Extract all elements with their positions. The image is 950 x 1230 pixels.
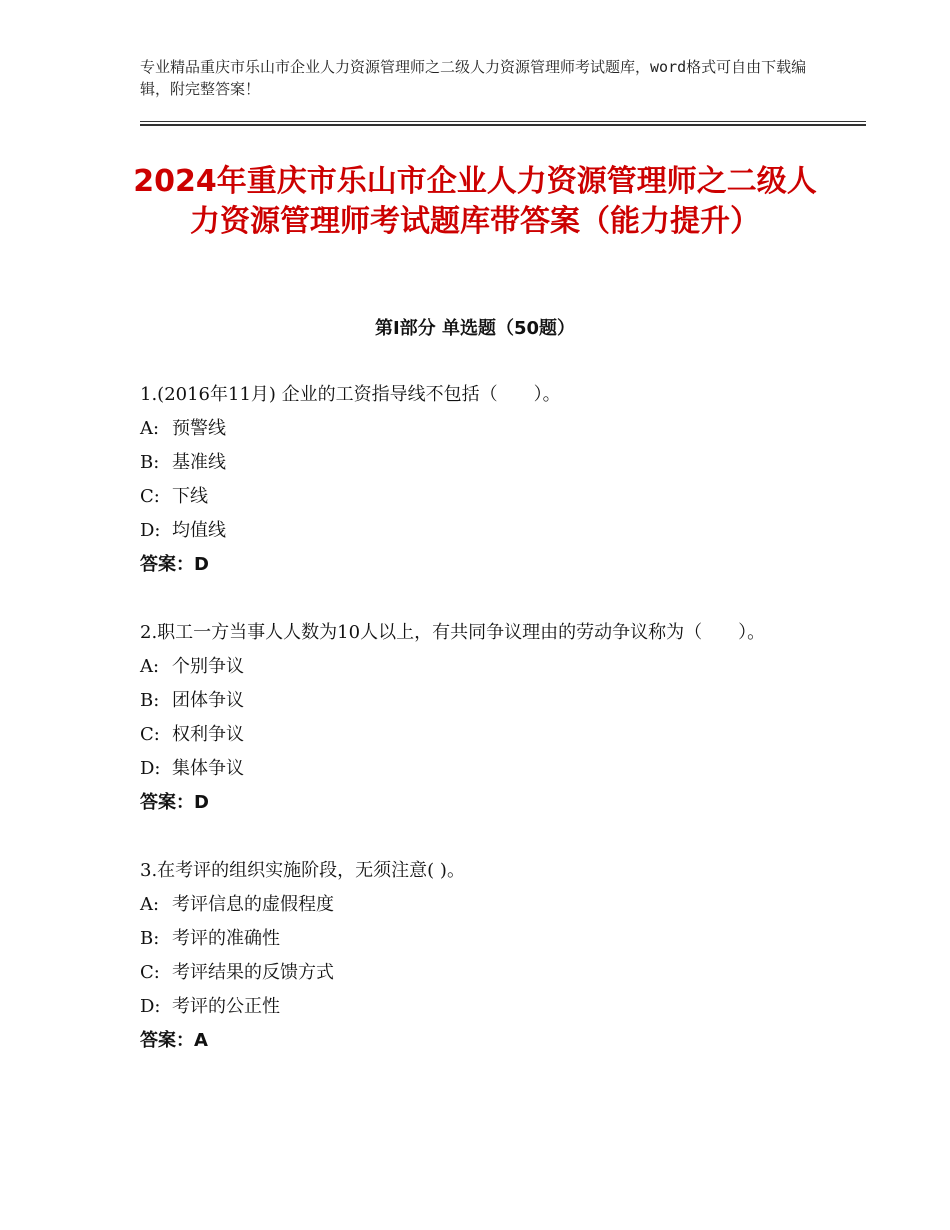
option-c [140,956,810,990]
document-title: 2024年重庆市乐山市企业人力资源管理师之二级人力资源管理师考试题库带答案（能力提升） [133,164,817,239]
option-letter: A: [140,418,160,439]
option-d [140,990,810,1024]
header-divider [140,121,866,122]
option-a [140,412,810,446]
option-text: 下线 [172,486,208,507]
option-text: 权利争议 [172,724,244,745]
option-text: 考评的公正性 [172,996,280,1017]
question-item [140,854,810,1058]
option-letter: C: [140,724,160,745]
option-text: 预警线 [172,418,226,439]
answer-line: 答案：A [140,1030,208,1051]
option-letter: B: [140,928,160,949]
option-b [140,684,810,718]
option-text: 团体争议 [172,690,244,711]
option-letter: B: [140,452,160,473]
option-text: 考评的准确性 [172,928,280,949]
option-text: 基准线 [172,452,226,473]
question-item [140,378,810,582]
option-text: 集体争议 [172,758,244,779]
option-letter: D: [140,520,161,541]
question-list [140,378,810,1092]
option-d [140,752,810,786]
option-letter: B: [140,690,160,711]
option-b [140,446,810,480]
option-letter: D: [140,758,161,779]
option-letter: A: [140,656,160,677]
option-d [140,514,810,548]
option-letter: D: [140,996,161,1017]
question-item [140,616,810,820]
header-note: 专业精品重庆市乐山市企业人力资源管理师之二级人力资源管理师考试题库，word格式可自由下载编辑，附完整答案！ [140,58,807,98]
answer-line: 答案：D [140,554,209,575]
option-text: 个别争议 [172,656,244,677]
question-text: 3.在考评的组织实施阶段，无须注意( )。 [140,860,465,881]
option-c [140,480,810,514]
option-letter: A: [140,894,160,915]
option-text: 均值线 [172,520,226,541]
option-c [140,718,810,752]
option-letter: C: [140,486,160,507]
option-text: 考评结果的反馈方式 [172,962,334,983]
question-text: 1.(2016年11月) 企业的工资指导线不包括（ ）。 [140,384,561,405]
option-a [140,888,810,922]
option-letter: C: [140,962,160,983]
option-text: 考评信息的虚假程度 [172,894,334,915]
option-b [140,922,810,956]
answer-line: 答案：D [140,792,209,813]
section-title: 第Ⅰ部分 单选题（50题） [374,318,575,339]
question-text: 2.职工一方当事人人数为10人以上，有共同争议理由的劳动争议称为（ ）。 [140,622,766,643]
header-divider-thick [140,124,866,126]
option-a [140,650,810,684]
